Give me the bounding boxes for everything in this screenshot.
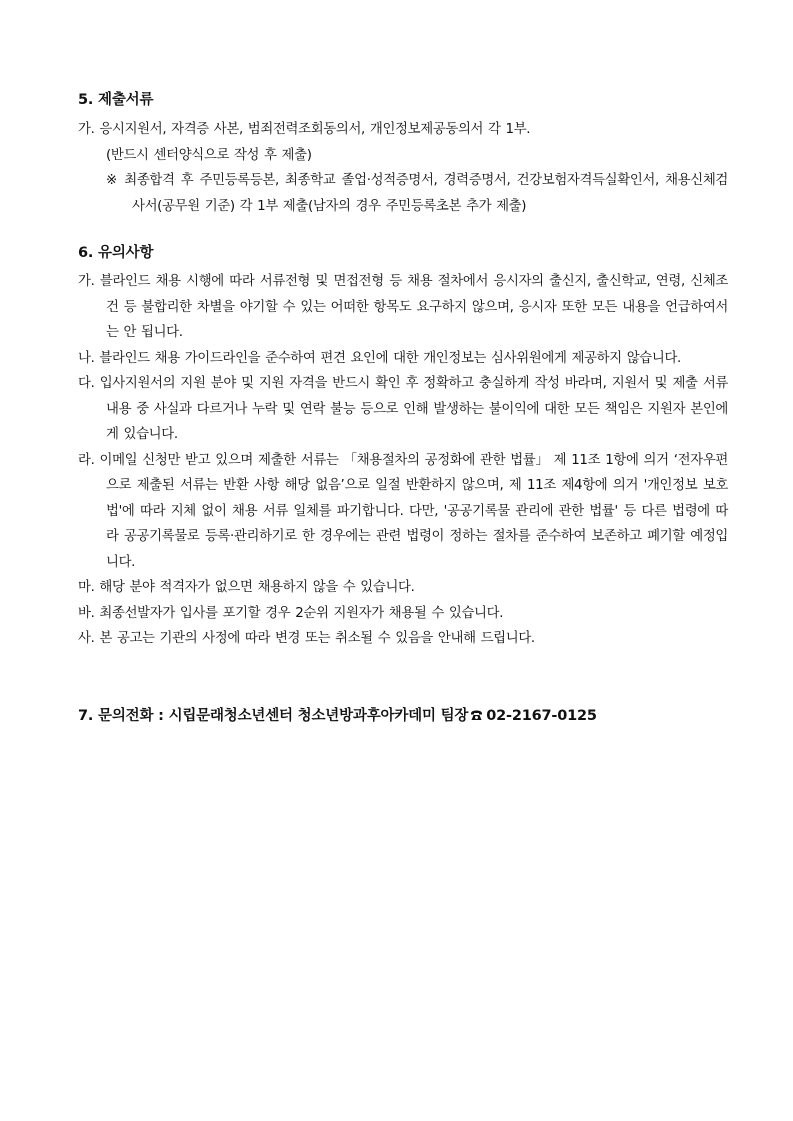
contact-heading bbox=[78, 706, 728, 726]
contact-label: 7. 문의전화 : 시립문래청소년센터 청소년방과후아카데미 팀장 bbox=[78, 708, 469, 724]
list-item: 가. 응시지원서, 자격증 사본, 범죄전력조회동의서, 개인정보제공동의서 각 1부. bbox=[78, 122, 531, 137]
list-item: 다. 입사지원서의 지원 분야 및 지원 자격을 반드시 확인 후 정확하고 충실하게 작성 바라며, 지원서 및 제출 서류 내용 중 사실과 다르거나 누락 및 연락 불능 등으로 인해 발생하는 불이익에 대한 모든 책임은 지원자 본인에게 있습니다. bbox=[78, 376, 728, 442]
list-item: 마. 해당 분야 적격자가 없으면 채용하지 않을 수 있습니다. bbox=[78, 580, 415, 595]
item-list bbox=[78, 269, 728, 652]
section-heading: 5. 제출서류 bbox=[78, 92, 154, 108]
list-item: 라. 이메일 신청만 받고 있으며 제출한 서류는 「채용절차의 공정화에 관한 법률」 제 11조 1항에 의거 ‘전자우편으로 제출된 서류는 반환 사항 해당 없음’으로 일절 반환하지 않으며, 제 11조 제4항에 의거 '개인정보 보호법'에 따라 지체 없이 채용 서류 일체를 파기합니다. 다만, '공공기록물 관리에 관한 법률' 등 다른 법령에 따라 공공기록물로 등록·관리하기로 한 경우에는 관련 법령이 정하는 절차를 준수하여 보존하고 폐기할 예정입니다. bbox=[78, 452, 728, 570]
contact-phone-number: 02-2167-0125 bbox=[486, 708, 597, 724]
list-item-sub: (반드시 센터양식으로 작성 후 제출) bbox=[106, 147, 312, 163]
section-precautions bbox=[78, 243, 728, 652]
list-item: 사. 본 공고는 기관의 사정에 따라 변경 또는 취소될 수 있음을 안내해 드립니다. bbox=[78, 631, 535, 646]
telephone-icon bbox=[470, 710, 483, 721]
item-list bbox=[78, 117, 728, 219]
section-contact bbox=[78, 706, 728, 726]
section-submission-documents bbox=[78, 90, 728, 219]
list-item: 나. 블라인드 채용 가이드라인을 준수하여 편견 요인에 대한 개인정보는 심사위원에게 제공하지 않습니다. bbox=[78, 350, 681, 366]
section-heading: 6. 유의사항 bbox=[78, 245, 154, 261]
list-item: 가. 블라인드 채용 시행에 따라 서류전형 및 면접전형 등 채용 절차에서 응시자의 출신지, 출신학교, 연령, 신체조건 등 불합리한 차별을 야기할 수 있는 어떠한 항목도 요구하지 않으며, 응시자 또한 모든 내용을 언급하여서는 안 됩니다. bbox=[78, 274, 728, 340]
list-item: 바. 최종선발자가 입사를 포기할 경우 2순위 지원자가 채용될 수 있습니다. bbox=[78, 605, 504, 621]
note-item: ※ 최종합격 후 주민등록등본, 최종학교 졸업·성적증명서, 경력증명서, 건강보험자격득실확인서, 채용신체검사서(공무원 기준) 각 1부 제출(남자의 경우 주민등록초본 추가 제출) bbox=[106, 173, 728, 214]
